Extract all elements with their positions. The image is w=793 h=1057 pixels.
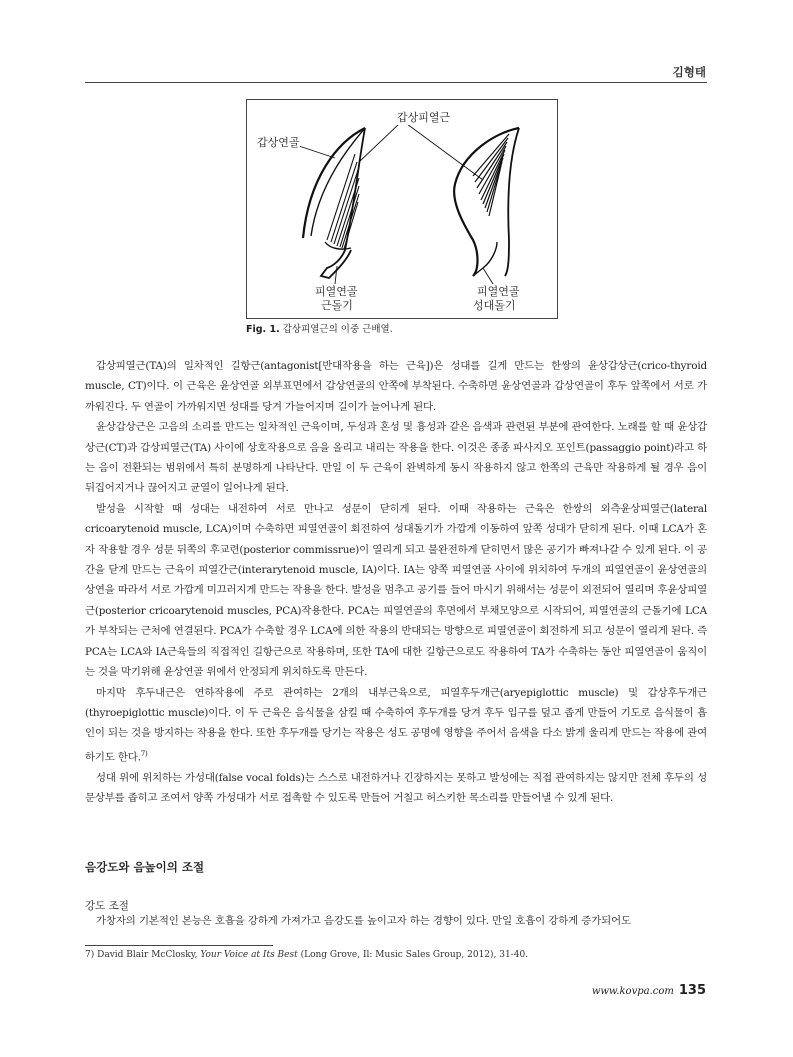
label-arytenoid-2: 피열연골 [477, 285, 520, 298]
footnote-ref[interactable]: 7) [140, 749, 148, 758]
paragraph-4-text: 마지막 후두내근은 연하작용에 주로 관여하는 2개의 내부근육으로, 피열후두개근(aryepiglottic muscle) 및 갑상후두개근(thyroepiglottic muscle)이다. 이 두 근육은 음식물을 삼킬 때 수축하여 후두개를 당겨 후두 입구를 덮고 좁게 만들어 기도로 음식물이 흡인이 되는 것을 방지하는 작용을 한다. 또한 후두개를 당기는 작용은 성도 공명에 영향을 주어서 음색을 다소 밝게 울리게 만드는 작용에 관여하기도 한다. [85, 686, 707, 764]
figure-caption [246, 321, 393, 335]
footnote-author: David Blair McClosky, [97, 950, 198, 960]
figure-1 [246, 99, 558, 319]
section-title: 음강도와 음높이의 조절 [85, 860, 205, 874]
footnote-publication: (Long Grove, Il: Music Sales Group, 2012), 31-40. [300, 950, 529, 960]
footer-site[interactable]: www.kovpa.com [591, 986, 674, 997]
caption-text: 갑상피열근의 이중 근배열. [282, 324, 393, 335]
footnote-title: Your Voice at Its Best [200, 950, 298, 960]
page-footer [592, 983, 706, 998]
subsection-title: 강도 조절 [85, 900, 129, 912]
paragraph-3: 발성을 시작할 때 성대는 내전하여 서로 만나고 성문이 닫히게 된다. 이때 작용하는 근육은 한쌍의 외측윤상피열근(lateral cricoarytenoid muscle, LCA)이며 수축하면 피열연골이 회전하여 성대돌기가 가깝게 이동하여 앞쪽 성대가 닫히게 된다. 이때 LCA가 혼자 작용할 경우 성문 뒤쪽의 후교련(posterior commissrue)이 열리게 되고 불완전하게 닫히면서 많은 공기가 빠져나갈 수 있게 된다. 이 공간을 닫게 만드는 근육이 피열간근(interarytenoid muscle, IA)이다. IA는 양쪽 피열연골 사이에 위치하여 두개의 피열연골이 윤상연골의 상연을 따라서 서로 가깝게 미끄러지게 만드는 작용을 한다. 발성을 멈추고 공기를 들어 마시기 위해서는 성문이 외전되어 열리며 후윤상피열근(posterior cricoarytenoid muscles, PCA)작용한다. PCA는 피열연골의 후면에서 부채모양으로 시작되어, 피열연골의 근돌기에 LCA가 부착되는 근처에 연결된다. PCA가 수축할 경우 LCA에 의한 작용의 반대되는 방향으로 피열연골이 회전하게 되고 성문이 열리게 된다. 즉 PCA는 LCA와 IA근육들의 직접적인 길항근으로 작용하며, 또한 TA에 대한 길항근으로도 작용하여 TA가 수축하는 동안 피열연골이 움직이는 것을 막기위해 윤상연골 위에서 안정되게 위치하도록 만든다. [85, 502, 707, 679]
footnote [85, 950, 528, 960]
header-rule [85, 82, 707, 83]
body-text [85, 356, 707, 808]
running-header-author: 김형태 [672, 65, 706, 79]
label-muscular-process: 근돌기 [321, 299, 353, 312]
paragraph-4 [85, 683, 707, 768]
caption-prefix: Fig. 1. [246, 324, 280, 335]
footnote-rule [85, 945, 273, 946]
label-thyroid-cartilage: 갑상연골 [257, 136, 300, 149]
page-number: 135 [678, 983, 706, 998]
paragraph-1: 갑상피열근(TA)의 일차적인 길항근(antagonist[반대작용을 하는 근육])은 성대를 길게 만드는 한쌍의 윤상갑상근(crico-thyroid muscle, CT)이다. 이 근육은 윤상연골 외부표면에서 갑상연골의 안쪽에 부착된다. 수축하면 윤상연골과 갑상연골이 후두 앞쪽에서 서로 가까워진다. 두 연골이 가까워지면 성대를 당겨 가늘어지며 길이가 늘어나게 된다. [85, 360, 707, 413]
section-body [85, 911, 707, 931]
label-arytenoid-1: 피열연골 [315, 285, 358, 298]
label-thyroarytenoid: 갑상피열근 [397, 111, 451, 124]
paragraph-5: 성대 위에 위치하는 가성대(false vocal folds)는 스스로 내전하거나 긴장하지는 못하고 발성에는 직접 관여하지는 않지만 전체 후두의 성문상부를 좁히고 조여서 양쪽 가성대가 서로 접촉할 수 있도록 만들어 거칠고 허스키한 목소리를 만들어낼 수 있게 된다. [85, 771, 707, 804]
section-paragraph: 가창자의 기본적인 본능은 호흡을 강하게 가져가고 음강도를 높이고자 하는 경향이 있다. 만일 호흡이 강하게 증가되어도 [96, 915, 631, 927]
paragraph-2: 윤상갑상근은 고음의 소리를 만드는 일차적인 근육이며, 두성과 혼성 및 흉성과 같은 음색과 관련된 부분에 관여한다. 노래를 할 때 윤상갑상근(CT)과 갑상피열근(TA) 사이에 상호작용으로 음을 올리고 내리는 작용을 한다. 이것은 종종 파사지오 포인트(passaggio point)라고 하는 음이 전환되는 범위에서 특히 분명하게 나타난다. 만일 이 두 근육이 완벽하게 동시 작용하지 않고 한쪽의 근육만 작용하게 될 경우 음이 뒤집어지거나 끊어지고 균열이 일어나게 된다. [85, 421, 707, 495]
footnote-number: 7) [85, 950, 95, 960]
label-vocal-process: 성대돌기 [473, 299, 516, 312]
